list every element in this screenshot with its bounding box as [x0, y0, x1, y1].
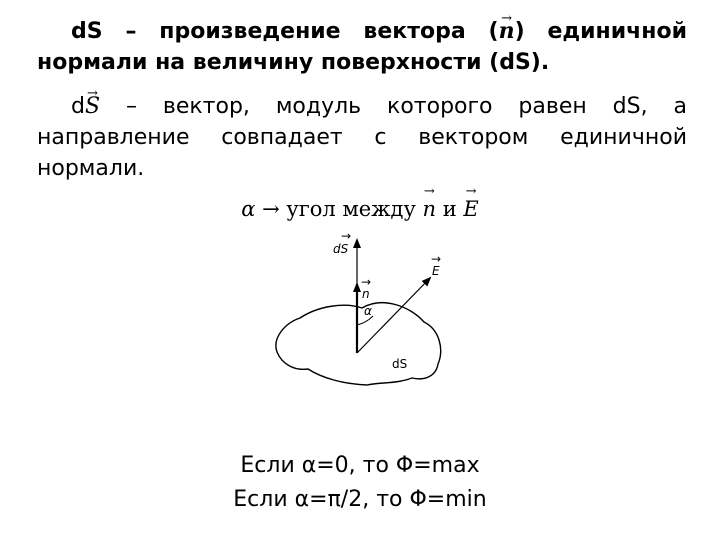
- definition-ds-text-b: ) единичной нормали на величину поверхности (dS).: [37, 19, 688, 75]
- definition-ds-text-a: – произведение вектора (: [125, 19, 499, 44]
- label-ds-area: dS: [392, 357, 408, 371]
- formula-vector-n: → n: [423, 197, 437, 221]
- label-e: E: [432, 264, 440, 278]
- arrow-symbol: →: [262, 197, 280, 221]
- label-ds-vector: dS: [333, 242, 349, 256]
- formula-conjunction: и: [442, 197, 457, 221]
- svg-text:→: →: [341, 229, 352, 243]
- vector-n-symbol: → n: [499, 16, 515, 47]
- alpha-symbol: α: [241, 197, 256, 221]
- label-n: n: [362, 287, 370, 301]
- term-ds: dS: [71, 19, 103, 44]
- vector-s-symbol: → S: [85, 91, 100, 122]
- svg-text:→: →: [431, 252, 442, 266]
- condition-min: Если α=π/2, то Φ=min: [233, 487, 487, 512]
- surface-outline: [276, 303, 441, 385]
- angle-text: угол между: [286, 197, 416, 221]
- label-alpha: α: [364, 304, 372, 318]
- svg-text:→: →: [361, 275, 372, 289]
- condition-max: Если α=0, то Φ=max: [240, 453, 480, 478]
- definition-ds-vector-text: – вектор, модуль которого равен dS, а направление совпадает с вектором единичной нормали.: [37, 94, 687, 181]
- formula-vector-e: → E: [463, 197, 478, 221]
- ds-vector-prefix: d: [71, 94, 85, 119]
